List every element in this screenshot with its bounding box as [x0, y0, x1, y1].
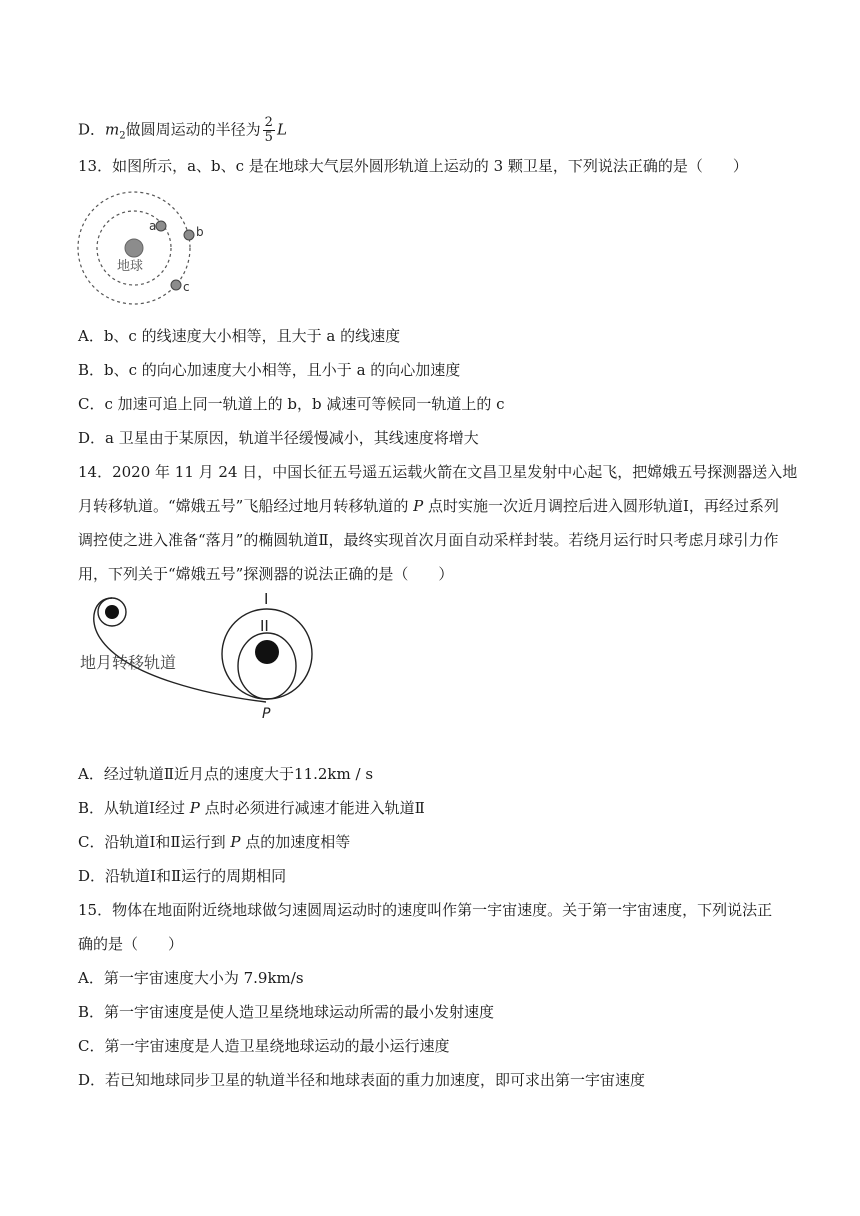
- satellite-a-label: a: [149, 219, 157, 233]
- transfer-orbit-path: [94, 598, 266, 702]
- q14-stem-line2: [78, 496, 779, 516]
- q15-option-b: B．第一宇宙速度是使人造卫星绕地球运动所需的最小发射速度: [78, 1003, 495, 1021]
- q15-stem-line1: 15．物体在地面附近绕地球做匀速圆周运动时的速度叫作第一宇宙速度。关于第一宇宙速度，下列说法正: [78, 901, 773, 919]
- q13-option-c: C．c 加速可追上同一轨道上的 b，b 减速可等候同一轨道上的 c: [78, 395, 505, 413]
- q12-option-d-prefix: D．: [78, 120, 106, 139]
- q12-option-d-text: 做圆周运动的半径为: [125, 120, 261, 139]
- satellite-b-icon: [184, 230, 194, 240]
- q13-orbit-figure: [76, 190, 206, 310]
- earth-icon: [105, 605, 119, 619]
- orbit-i-label: I: [264, 590, 269, 608]
- q14-option-d: D．沿轨道Ⅰ和Ⅱ运行的周期相同: [78, 867, 287, 885]
- q14-option-c-p: P: [230, 833, 241, 851]
- q14-stem-line2-post: 点时实施一次近月调控后进入圆形轨道Ⅰ，再经过系列: [423, 497, 779, 515]
- satellite-b-label: b: [196, 225, 204, 239]
- point-p-label: P: [262, 706, 271, 722]
- q15-option-d: D．若已知地球同步卫星的轨道半径和地球表面的重力加速度，即可求出第一宇宙速度: [78, 1071, 646, 1089]
- q13-option-d: D．a 卫星由于某原因，轨道半径缓慢减小，其线速度将增大: [78, 429, 479, 447]
- satellite-c-label: c: [183, 280, 190, 294]
- q14-option-b-post: 点时必须进行减速才能进入轨道Ⅱ: [199, 799, 425, 817]
- q14-stem-line4: 用，下列关于“嫦娥五号”探测器的说法正确的是（ ）: [78, 565, 454, 583]
- q14-option-c: [78, 832, 350, 852]
- q12-var-m: m: [105, 120, 120, 139]
- moon-icon: [255, 640, 279, 664]
- q14-point-p: P: [413, 497, 424, 515]
- q15-option-c: C．第一宇宙速度是人造卫星绕地球运动的最小运行速度: [78, 1037, 450, 1055]
- q14-stem-line1: 14．2020 年 11 月 24 日，中国长征五号遥五运载火箭在文昌卫星发射中心起飞，把嫦娥五号探测器送入地: [78, 463, 798, 481]
- q14-option-b: [78, 798, 425, 818]
- q14-stem-line2-pre: 月转移轨道。“嫦娥五号”飞船经过地月转移轨道的: [78, 497, 414, 515]
- q14-option-c-post: 点的加速度相等: [240, 833, 351, 851]
- earth-label: 地球: [117, 259, 144, 274]
- q14-stem-line3: 调控使之进入准备“落月”的椭圆轨道Ⅱ，最终实现首次月面自动采样封装。若绕月运行时只考虑月球引力作: [78, 531, 779, 549]
- q12-fraction-numerator: 2: [264, 115, 273, 130]
- q14-option-a: A．经过轨道Ⅱ近月点的速度大于11.2km / s: [78, 765, 374, 783]
- q13-option-b: B．b、c 的向心加速度大小相等，且小于 a 的向心加速度: [78, 361, 461, 379]
- q15-stem-line2: 确的是（ ）: [78, 935, 184, 953]
- q15-option-a: A．第一宇宙速度大小为 7.9km/s: [78, 969, 304, 987]
- q12-fraction: [263, 116, 275, 145]
- q14-option-b-p: P: [189, 799, 200, 817]
- q14-option-c-pre: C．沿轨道Ⅰ和Ⅱ运行到: [78, 833, 231, 851]
- earth-icon: [125, 239, 143, 257]
- transfer-orbit-label: 地月转移轨道: [80, 653, 177, 672]
- q13-stem: 13．如图所示，a、b、c 是在地球大气层外圆形轨道上运动的 3 颗卫星，下列说法正确的是（ ）: [78, 157, 748, 175]
- satellite-a-icon: [156, 221, 166, 231]
- q12-option-d: [78, 116, 287, 147]
- satellite-c-icon: [171, 280, 181, 290]
- q12-sub-2: 2: [119, 130, 126, 142]
- orbit-ii-label: II: [260, 617, 269, 635]
- q12-fraction-denominator: 5: [264, 130, 273, 145]
- q14-option-b-pre: B．从轨道Ⅰ经过: [78, 799, 190, 817]
- q13-option-a: A．b、c 的线速度大小相等，且大于 a 的线速度: [78, 327, 401, 345]
- q12-var-l: L: [276, 120, 287, 139]
- q14-lunar-orbit-figure: [76, 588, 336, 724]
